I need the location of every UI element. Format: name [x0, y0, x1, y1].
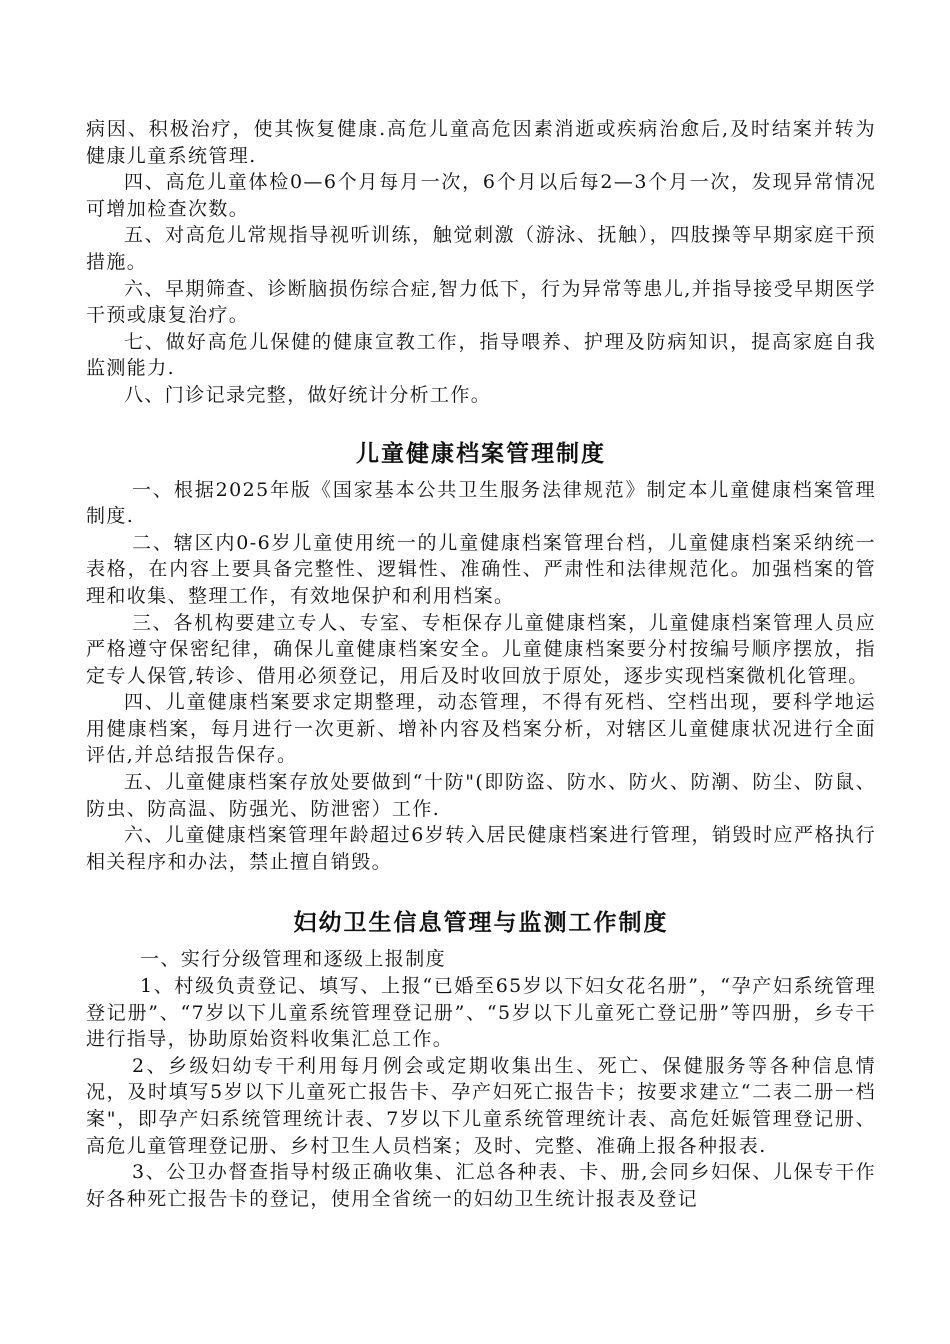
paragraph: 3、公卫办督查指导村级正确收集、汇总各种表、卡、册,会同乡妇保、儿保专干作好各种死亡报告卡的登记，使用全省统一的妇幼卫生统计报表及登记 — [86, 1161, 876, 1210]
spacer — [86, 409, 876, 439]
paragraph: 六、儿童健康档案管理年龄超过6岁转入居民健康档案进行管理，销毁时应严格执行相关程序和办法，禁止擅自销毁。 — [86, 824, 876, 873]
paragraph: 一、根据2025年版《国家基本公共卫生服务法律规范》制定本儿童健康档案管理制度. — [86, 478, 876, 528]
paragraph: 五、对高危儿常规指导视听训练，触觉刺激（游泳、抚触），四肢操等早期家庭干预措施。 — [86, 224, 876, 273]
section-high-risk-child-management — [86, 116, 876, 409]
paragraph: 病因、积极治疗，使其恢复健康.高危儿童高危因素消逝或疾病治愈后,及时结案并转为健康儿童系统管理. — [86, 118, 876, 167]
paragraph: 六、早期筛查、诊断脑损伤综合症,智力低下，行为异常等患儿,并指导接受早期医学干预或康复治疗。 — [86, 277, 876, 327]
paragraph: 1、村级负责登记、填写、上报“已婚至65岁以下妇女花名册”，“孕产妇系统管理登记册”、“7岁以下儿童系统管理登记册”、“5岁以下儿童死亡登记册”等四册，乡专干进行指导，协助原始资料收集汇总工作。 — [86, 975, 876, 1051]
paragraph: 二、辖区内0-6岁儿童使用统一的儿童健康档案管理台档，儿童健康档案采纳统一表格，在内容上要具备完整性、逻辑性、准确性、严肃性和法律规范化。加强档案的管理和收集、整理工作，有效地保护和利用档案。 — [86, 531, 876, 607]
section-child-health-records — [86, 439, 876, 876]
section-title: 儿童健康档案管理制度 — [356, 439, 606, 467]
paragraph: 2、乡级妇幼专干利用每月例会或定期收集出生、死亡、保健服务等各种信息情况，及时填写5岁以下儿童死亡报告卡、孕产妇死亡报告卡；按要求建立“二表二册一档案"，即孕产妇系统管理统计表、7岁以下儿童系统管理统计表、高危妊娠管理登记册、高危儿童管理登记册、乡村卫生人员档案；及时、完整、准确上报各种报表. — [86, 1054, 876, 1157]
paragraph: 四、儿童健康档案要求定期整理，动态管理，不得有死档、空档出现，要科学地运用健康档案，每月进行一次更新、增补内容及档案分析，对辖区儿童健康状况进行全面评估,并总结报告保存。 — [86, 691, 876, 767]
paragraph: 三、各机构要建立专人、专室、专柜保存儿童健康档案，儿童健康档案管理人员应严格遵守保密纪律，确保儿童健康档案安全。儿童健康档案要分村按编号顺序摆放，指定专人保管,转诊、借用必须登记，用后及时收回放于原处，逐步实现档案微机化管理。 — [86, 611, 876, 687]
spacer — [86, 938, 876, 946]
paragraph: 四、高危儿童体检0—6个月每月一次，6个月以后每2—3个月一次，发现异常情况可增加检查次数。 — [86, 171, 876, 220]
paragraph: 七、做好高危儿保健的健康宣教工作，指导喂养、护理及防病知识，提高家庭自我监测能力. — [86, 330, 876, 380]
paragraph: 一、实行分级管理和逐级上报制度 — [140, 948, 447, 971]
spacer — [86, 875, 876, 908]
spacer — [86, 469, 876, 477]
paragraph: 五、儿童健康档案存放处要做到“十防"(即防盗、防水、防火、防潮、防尘、防鼠、防虫、防高温、防强光、防泄密）工作. — [86, 771, 876, 820]
paragraph: 八、门诊记录完整，做好统计分析工作。 — [124, 383, 492, 406]
section-title: 妇幼卫生信息管理与监测工作制度 — [293, 909, 669, 937]
document-page — [86, 116, 876, 1212]
section-maternal-child-info-management — [86, 908, 876, 1212]
